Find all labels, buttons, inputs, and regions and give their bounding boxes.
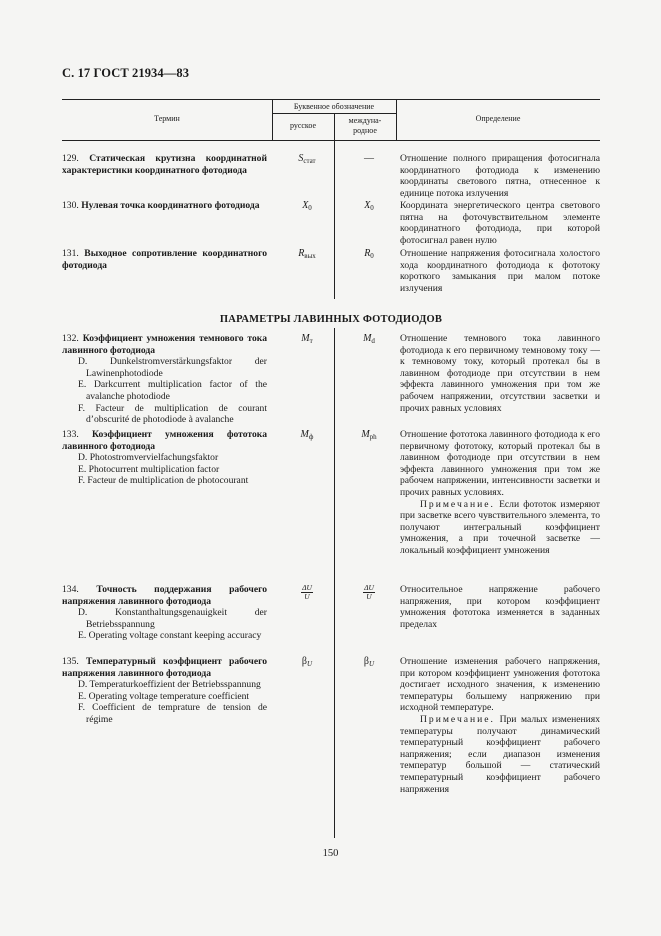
definition-cell: Отношение полного приращения фотосигнала координатного фотодиода к изменению координаты светового пятна, отнесенное к единице потока излучения — [400, 153, 600, 199]
translation-de: D. Temperaturkoeffizient der Betriebsspannung — [78, 679, 261, 691]
translation-de: D. Konstanthaltungsgenauigkeit der Betriebsspannung — [78, 607, 267, 630]
symbol-russian: $M_ф$ — [300, 429, 314, 441]
section-title: ПАРАМЕТРЫ ЛАВИННЫХ ФОТОДИОДОВ — [219, 314, 443, 325]
page-number: 150 — [322, 848, 339, 859]
symbol-international: $M_d$ — [363, 333, 375, 345]
page-header: С. 17 ГОСТ 21934—83 — [62, 66, 190, 80]
symbol-russian: $\beta_U$ — [301, 656, 313, 668]
definition-cell: Отношение фототока лавинного фотодиода к его первичному фототоку, который протекал бы в лавинном фотодиоде при отсутствии в нем эффекта лавинного умножения при том же рабочем напряжении, интенсивности засветки и прочих равных условиях. Примечание. Если фототок измеряют при засветке всего чувствительного элемента, то получают интегральный коэффициент умножения, а при точечной засветке — локальный коэффициент умножения — [400, 429, 600, 556]
translation-fr: F. Coefficient de temprature de tension de régime — [78, 702, 267, 725]
definition-cell: Относительное напряжение рабочего напряжения, при котором коэффициент умножения фототока изменяется в заданных пределах — [400, 584, 600, 630]
translation-fr: F. Facteur de multiplication de photocourant — [78, 475, 249, 487]
translation-de: D. Dunkelstromverstärkungsfaktor der Lawinenphotodiode — [78, 356, 267, 379]
definition-cell: Отношение напряжения фотосигнала холостого хода координатного фотодиода к фототоку короткого замыкания при малом потоке излучения — [400, 248, 600, 294]
symbol-international: $\frac{\Delta U}{U}$ — [364, 583, 374, 601]
column-divider — [334, 141, 335, 299]
term-cell: 131. Выходное сопротивление координатного фотодиода — [62, 248, 267, 271]
definition-cell: Координата энергетического центра светового пятна на фоточувствительном элементе координатного фотодиода, при которой фотосигнал равен нулю — [400, 200, 600, 246]
term-cell: 130. Нулевая точка координатного фотодиода — [62, 200, 260, 211]
symbol-russian: $\frac{\Delta U}{U}$ — [302, 583, 312, 601]
term-cell: 132. Коэффициент умножения темнового тока лавинного фотодиода D. Dunkelstromverstärkungsfaktor der Lawinenphotodiode E. Darkcurrent multiplication factor of the avalanche photodiode F. Facteur de multiplication de courant d’obscurité de photodiode à avalanche — [62, 333, 267, 426]
term-cell: 134. Точность поддержания рабочего напряжения лавинного фотодиода D. Konstanthaltungsgenauigkeit der Betriebsspannung E. Operating voltage constant keeping accuracy — [62, 584, 267, 642]
translation-en: E. Operating voltage temperature coefficient — [78, 690, 250, 702]
col-letter-header: Буквенное обозначение — [293, 102, 375, 111]
translation-de: D. Photostromvervielfachungsfaktor — [78, 452, 219, 464]
col-russian-header: русское — [289, 121, 317, 130]
term-cell: 129. Статическая крутизна координатной характеристики координатного фотодиода — [62, 153, 268, 176]
translation-en: E. Darkcurrent multiplication factor of the avalanche photodiode — [78, 379, 267, 402]
symbol-international: $\beta_U$ — [363, 656, 375, 668]
symbol-international: $M_{ph}$ — [361, 429, 377, 441]
symbol-russian: $X_0$ — [302, 200, 312, 212]
definition-cell: Отношение изменения рабочего напряжения, при котором коэффициент умножения фототока достигает исходного значения, к изменению температуры большему напряжению при исходной температуре. Примечание. При малых изменениях температуры получают динамический температурный коэффициент рабочего напряжения; если диапазон изменения температур большой — статический температурный коэффициент рабочего напряжения — [400, 656, 600, 795]
col-international-header: междуна- родное — [348, 116, 382, 135]
definition-note: Примечание. При малых изменениях температуры получают динамический температурный коэффициент рабочего напряжения; если диапазон изменения температур большой — статический температурный коэффициент рабочего напряжения — [400, 713, 600, 795]
column-divider — [334, 328, 335, 838]
symbol-russian: $M_т$ — [301, 333, 313, 345]
symbol-international: $X_0$ — [364, 200, 374, 212]
translation-fr: F. Facteur de multiplication de courant d’obscurité de photodiode à avalanche — [78, 402, 267, 426]
translation-en: E. Operating voltage constant keeping accuracy — [78, 630, 262, 642]
symbol-international: — — [364, 153, 374, 164]
symbol-russian: $S_{стат}$ — [298, 153, 316, 165]
definition-note: Примечание. Если фототок измеряют при засветке всего чувствительного элемента, то получают интегральный коэффициент умножения, а при точечной засветке — локальный коэффициент умножения — [400, 498, 600, 556]
col-definition-header: Определение — [475, 114, 521, 123]
translation-en: E. Photocurrent multiplication factor — [78, 463, 220, 475]
symbol-international: $R_0$ — [364, 248, 374, 260]
table-header — [62, 99, 600, 141]
definition-cell: Отношение темнового тока лавинного фотодиода к его первичному темновому току — к темновому току, который протекал бы в лавинном фотодиоде при отсутствии в нем эффекта лавинного умножения при том же рабочем напряжении, отсутствии засветки и прочих равных условиях — [400, 333, 600, 414]
symbol-russian: $R_{вых}$ — [298, 248, 316, 260]
term-cell: 133. Коэффициент умножения фототока лавинного фотодиода D. Photostromvervielfachungsfaktor E. Photocurrent multiplication factor F. Facteur de multiplication de photocourant — [62, 429, 267, 487]
col-term-header: Термин — [154, 114, 180, 123]
term-cell: 135. Температурный коэффициент рабочего напряжения лавинного фотодиода D. Temperaturkoeffizient der Betriebsspannung E. Operating voltage temperature coefficient F. Coefficient de temprature de tension de régime — [62, 656, 267, 725]
